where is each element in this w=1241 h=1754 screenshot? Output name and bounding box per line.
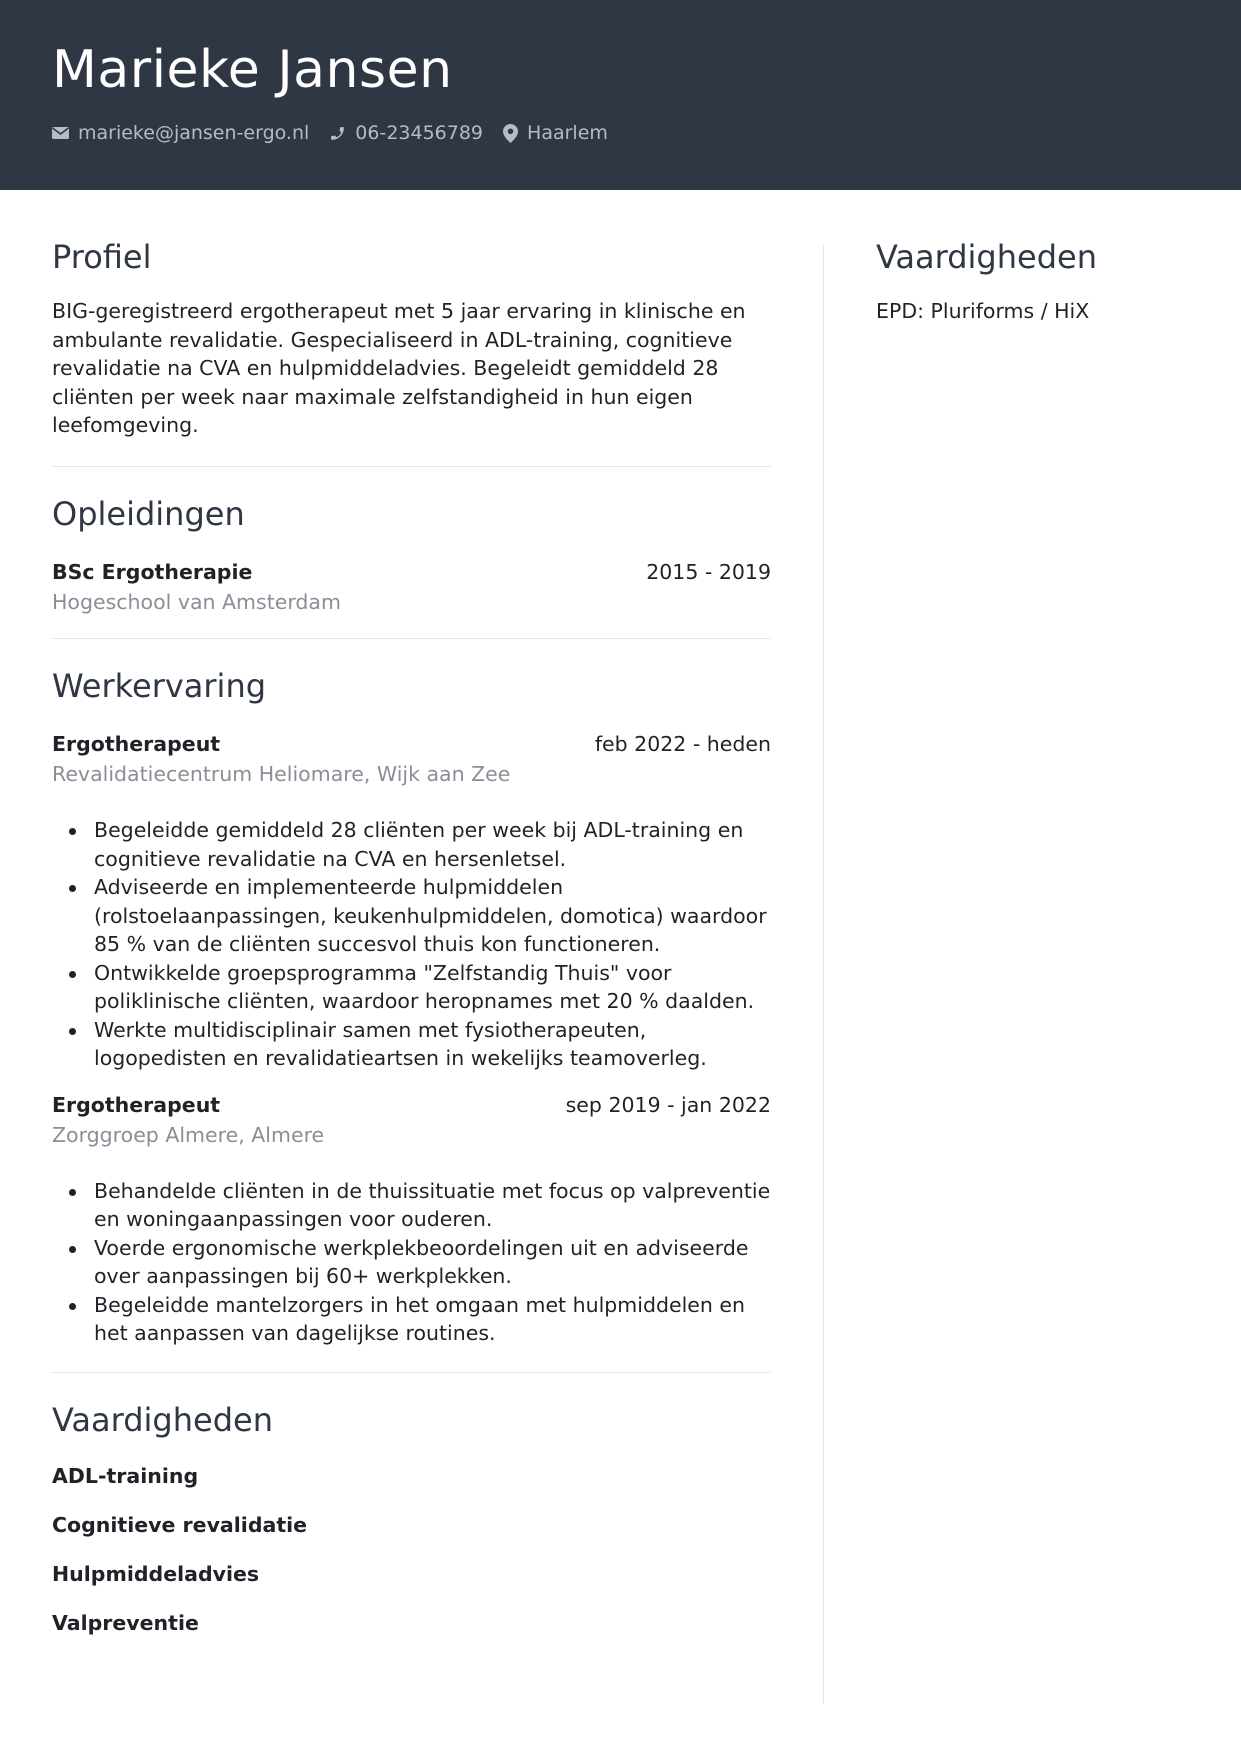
experience-section [52, 666, 771, 1348]
contact-email[interactable] [52, 122, 309, 144]
section-title-experience: Werkervaring [52, 666, 267, 705]
column-divider [823, 244, 824, 1704]
education-entry [52, 560, 771, 614]
experience-entry [52, 1093, 771, 1348]
list-item: Ontwikkelde groepsprogramma "Zelfstandig Thuis" voor poliklinische cliënten, waardoor heropnames met 20 % daalden. [52, 959, 771, 1016]
skill-item: Cognitieve revalidatie [52, 1512, 308, 1537]
experience-entry-head [52, 1093, 771, 1117]
section-title-education: Opleidingen [52, 494, 245, 533]
skills-list [52, 1464, 771, 1660]
section-divider [52, 638, 771, 639]
experience-entry [52, 732, 771, 1073]
section-divider [52, 1372, 771, 1373]
section-title-profile: Profiel [52, 238, 152, 276]
employer-name: Zorggroep Almere, Almere [52, 1122, 325, 1147]
profile-section [52, 240, 771, 440]
section-divider [52, 466, 771, 467]
sidebar-skill-text: EPD: Pluriforms / HiX [876, 299, 1090, 324]
location-text: Haarlem [527, 122, 608, 144]
degree-title: BSc Ergotherapie [52, 559, 253, 584]
list-item: Adviseerde en implementeerde hulpmiddelen (rolstoelaanpassingen, keukenhulpmiddelen, domotica) waardoor 85 % van de cliënten succesvol thuis kon functioneren. [52, 873, 771, 959]
school-name: Hogeschool van Amsterdam [52, 589, 341, 614]
phone-icon [329, 125, 346, 142]
list-item: Voerde ergonomische werkplekbeoordelingen uit en adviseerde over aanpassingen bij 60+ werkplekken. [52, 1234, 771, 1291]
section-title-skills: Vaardigheden [52, 1400, 273, 1439]
job-bullets [52, 1177, 771, 1348]
job-dates: feb 2022 - heden [594, 732, 771, 757]
experience-entry-head [52, 732, 771, 756]
contact-row [52, 122, 628, 144]
skills-section [52, 1400, 771, 1660]
list-item: Werkte multidisciplinair samen met fysiotherapeuten, logopedisten en revalidatieartsen in wekelijks teamoverleg. [52, 1016, 771, 1073]
sidebar-column [876, 240, 1196, 323]
employer-name: Revalidatiecentrum Heliomare, Wijk aan Zee [52, 762, 511, 787]
education-section [52, 494, 771, 614]
list-item: Begeleidde gemiddeld 28 cliënten per week bij ADL-training en cognitieve revalidatie na CVA en hersenletsel. [52, 816, 771, 873]
phone-text: 06-23456789 [355, 122, 484, 144]
job-bullets [52, 816, 771, 1073]
main-column [52, 240, 771, 1660]
education-entry-head [52, 560, 771, 584]
skill-item: Valpreventie [52, 1610, 199, 1635]
email-text: marieke@jansen-ergo.nl [78, 122, 310, 144]
envelope-icon [52, 126, 69, 140]
header-banner [0, 0, 1241, 190]
contact-phone[interactable] [329, 122, 483, 144]
list-item: Begeleidde mantelzorgers in het omgaan met hulpmiddelen en het aanpassen van dagelijkse routines. [52, 1291, 771, 1348]
education-dates: 2015 - 2019 [646, 559, 771, 584]
profile-summary: BIG-geregistreerd ergotherapeut met 5 jaar ervaring in klinische en ambulante revalidatie. Gespecialiseerd in ADL-training, cognitieve revalidatie na CVA en hulpmiddeladvies. Begeleidt gemiddeld 28 cliënten per week naar maximale zelfstandigheid in hun eigen leefomgeving. [52, 299, 746, 438]
job-title: Ergotherapeut [52, 732, 221, 757]
job-dates: sep 2019 - jan 2022 [565, 1092, 771, 1117]
section-title-sidebar-skills: Vaardigheden [876, 238, 1097, 276]
skill-item: ADL-training [52, 1463, 199, 1488]
list-item: Behandelde cliënten in de thuissituatie met focus op valpreventie en woningaanpassingen voor ouderen. [52, 1177, 771, 1234]
skill-item: Hulpmiddeladvies [52, 1561, 260, 1586]
map-pin-icon [503, 124, 518, 143]
job-title: Ergotherapeut [52, 1092, 221, 1117]
candidate-name: Marieke Jansen [52, 40, 453, 100]
contact-location [503, 122, 608, 144]
